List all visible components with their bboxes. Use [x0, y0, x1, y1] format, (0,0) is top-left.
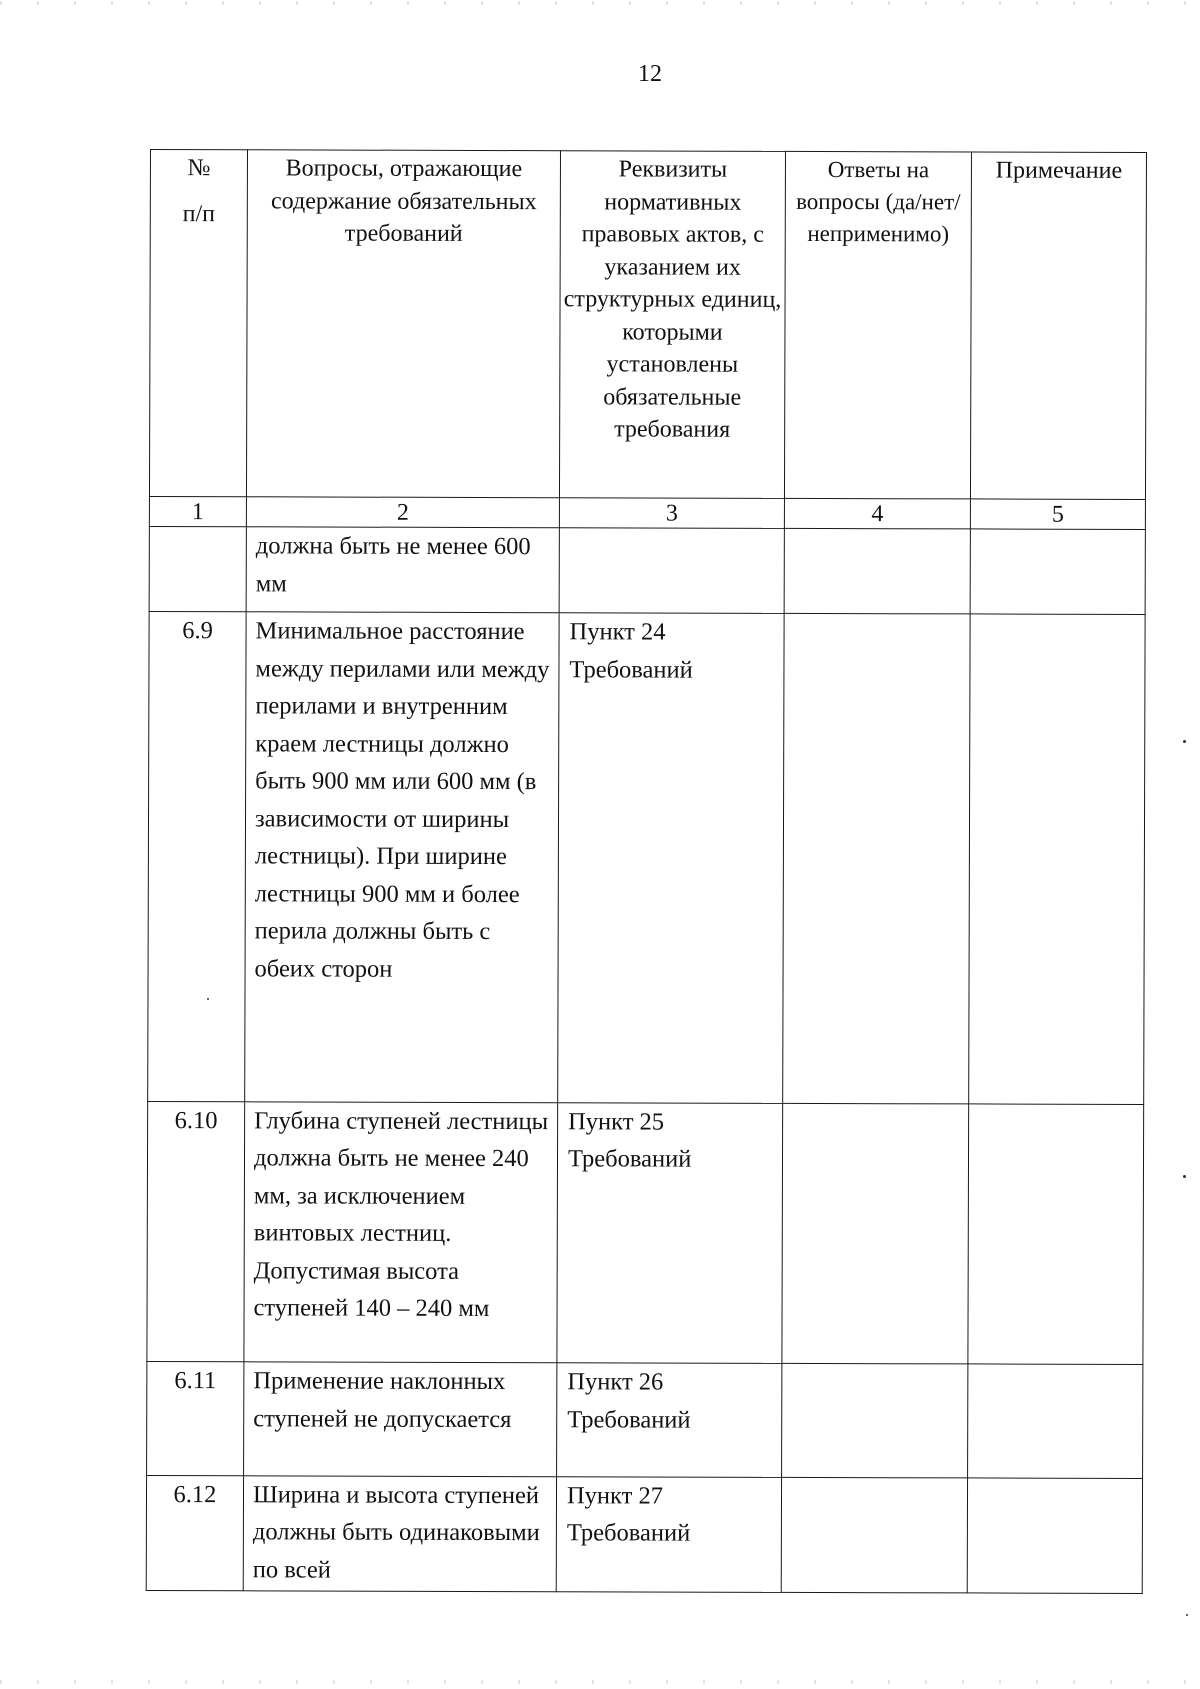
table-row — [149, 527, 1145, 615]
reference-cell: Пункт 25 Требований — [557, 1102, 783, 1363]
column-number-row — [149, 496, 1145, 529]
answer-cell[interactable] — [782, 1103, 969, 1364]
header-note: Примечание — [970, 152, 1146, 500]
requirement-cell: должна быть не менее 600 мм — [246, 527, 559, 613]
header-questions: Вопросы, отражающие содержание обязательных требований — [246, 150, 560, 498]
note-cell[interactable] — [969, 614, 1145, 1104]
column-number: 4 — [784, 498, 970, 529]
header-number — [149, 150, 247, 497]
row-number-cell: 6.9 — [148, 612, 246, 1102]
requirement-cell: Глубина ступеней лестницы должна быть не менее 240 мм, за исключением винтовых лестниц. Допустимая высота ступеней 140 – 240 мм — [244, 1101, 558, 1363]
note-cell[interactable] — [967, 1478, 1142, 1594]
column-number: 3 — [559, 498, 784, 529]
scan-speck — [207, 998, 209, 1000]
header-number-abbr: п/п — [182, 201, 216, 228]
table-header-row — [149, 150, 1146, 500]
header-legal-references: Реквизиты нормативных правовых актов, с указанием их структурных единиц, которыми установлены обязательные требования — [559, 151, 785, 499]
table-row — [148, 612, 1145, 1104]
reference-cell: Пункт 26 Требований — [557, 1363, 782, 1477]
answer-cell[interactable] — [782, 1364, 968, 1478]
answer-cell[interactable] — [781, 1477, 967, 1593]
requirement-cell: Ширина и высота ступеней должны быть одинаковыми по всей — [243, 1475, 556, 1591]
note-cell[interactable] — [968, 1104, 1144, 1365]
table-row — [147, 1362, 1143, 1478]
scan-edge-noise-bottom — [0, 1680, 1200, 1684]
column-number: 5 — [970, 499, 1145, 530]
table-row — [147, 1101, 1144, 1365]
header-number-sign: № — [187, 155, 211, 182]
column-number: 2 — [246, 497, 559, 528]
reference-cell: Пункт 24 Требований — [558, 613, 784, 1103]
note-cell[interactable] — [970, 529, 1145, 615]
scan-speck — [1183, 1175, 1186, 1178]
reference-cell: Пункт 27 Требований — [556, 1476, 781, 1592]
requirement-cell: Применение наклонных ступеней не допускается — [244, 1362, 557, 1476]
row-number-cell — [149, 527, 246, 613]
row-number-cell: 6.11 — [147, 1362, 244, 1476]
scan-speck — [1183, 740, 1186, 743]
header-answers: Ответы на вопросы (да/нет/ неприменимо) — [784, 151, 971, 499]
page-number: 12 — [638, 61, 662, 87]
scan-edge-noise-top — [0, 1, 1200, 5]
checklist-table — [146, 149, 1147, 1594]
reference-cell — [559, 528, 784, 614]
requirement-cell: Минимальное расстояние между перилами или между перилами и внутренним краем лестницы должно быть 900 мм или 600 мм (в зависимости от ширины лестницы). При ширине лестницы 900 мм и более перила должны быть с обеих сторон — [245, 612, 559, 1102]
row-number-cell: 6.12 — [146, 1475, 243, 1591]
row-number-cell: 6.10 — [147, 1101, 245, 1362]
column-number: 1 — [149, 496, 246, 526]
answer-cell[interactable] — [783, 614, 970, 1104]
note-cell[interactable] — [968, 1364, 1143, 1478]
answer-cell[interactable] — [784, 528, 970, 614]
table-row — [146, 1475, 1142, 1593]
scan-speck — [1186, 1614, 1188, 1616]
